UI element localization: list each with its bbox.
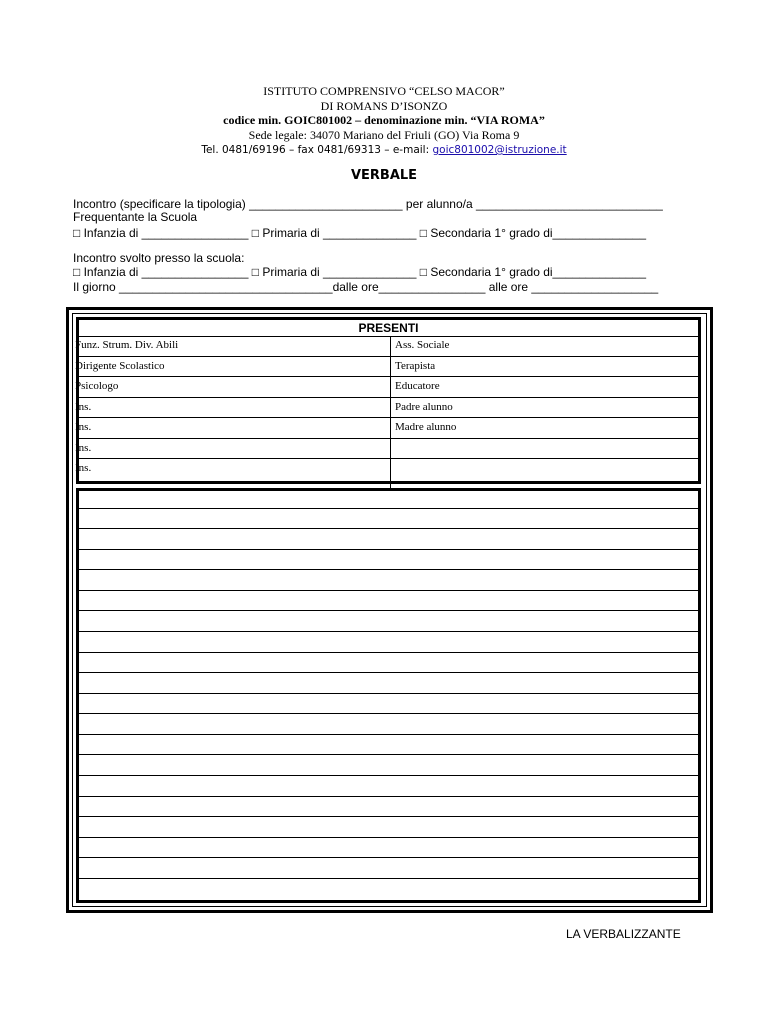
presenti-role-left: Ins. <box>75 421 92 433</box>
note-line <box>79 734 698 735</box>
table-row <box>75 418 698 439</box>
notes-area <box>76 488 701 903</box>
note-line <box>79 837 698 838</box>
frequentante-label: Frequentante la Scuola <box>73 210 198 224</box>
note-line <box>79 713 698 714</box>
page-title: VERBALE <box>350 168 418 183</box>
table-row <box>75 459 698 480</box>
presenti-role-right: Padre alunno <box>395 400 453 413</box>
note-line <box>79 693 698 694</box>
incontro-svolto-label: Incontro svolto presso la scuola: <box>73 251 245 265</box>
note-line <box>79 569 698 570</box>
school-type-row-2: □ Infanzia di ________________ □ Primaria di ______________ □ Secondaria 1° grado di______________ <box>73 265 646 279</box>
note-line <box>79 796 698 797</box>
email-link[interactable]: goic801002@istruzione.it <box>432 144 567 156</box>
table-row <box>75 398 698 419</box>
table-row <box>75 357 698 378</box>
note-line <box>79 631 698 632</box>
presenti-role-left: Ins. <box>75 441 92 454</box>
note-line <box>79 775 698 776</box>
presenti-role-left: Funz. Strum. Div. Abili <box>75 339 179 351</box>
incontro-line: Incontro (specificare la tipologia) _______________________ per alunno/a ____________________________ <box>73 197 663 211</box>
note-line <box>79 590 698 591</box>
school-name: ISTITUTO COMPRENSIVO “CELSO MACOR” <box>263 84 505 98</box>
presenti-role-left: Dirigente Scolastico <box>75 359 165 372</box>
note-line <box>79 672 698 673</box>
presenti-table <box>76 317 701 484</box>
note-line <box>79 878 698 879</box>
note-line <box>79 549 698 550</box>
table-row <box>75 336 698 357</box>
note-line <box>79 754 698 755</box>
presenti-role-left: Ins. <box>75 462 92 474</box>
note-line <box>79 652 698 653</box>
note-line <box>79 816 698 817</box>
presenti-role-left: Ins. <box>75 400 92 413</box>
school-code: codice min. GOIC801002 – denominazione min. “VIA ROMA” <box>223 113 545 127</box>
school-type-row-1: □ Infanzia di ________________ □ Primaria di ______________ □ Secondaria 1° grado di______________ <box>73 226 646 240</box>
school-location: DI ROMANS D’ISONZO <box>320 99 448 113</box>
contacts-text: Tel. 0481/69196 – fax 0481/69313 – e-mail: <box>201 144 433 156</box>
presenti-role-right: Educatore <box>395 380 440 392</box>
signature-label: LA VERBALIZZANTE <box>566 927 681 941</box>
presenti-role-right: Terapista <box>395 359 436 372</box>
table-row <box>75 377 698 398</box>
giorno-line: Il giorno ________________________________dalle ore________________ alle ore ___________________ <box>73 280 659 294</box>
note-line <box>79 528 698 529</box>
school-address: Sede legale: 34070 Mariano del Friuli (GO) Via Roma 9 <box>248 128 520 142</box>
presenti-role-right: Madre alunno <box>395 421 457 433</box>
note-line <box>79 857 698 858</box>
presenti-title: PRESENTI <box>79 320 698 337</box>
note-line <box>79 508 698 509</box>
note-line <box>79 610 698 611</box>
presenti-role-right: Ass. Sociale <box>395 339 450 351</box>
presenti-role-left: Psicologo <box>75 380 119 392</box>
school-contacts <box>0 144 768 156</box>
table-row <box>75 439 698 460</box>
